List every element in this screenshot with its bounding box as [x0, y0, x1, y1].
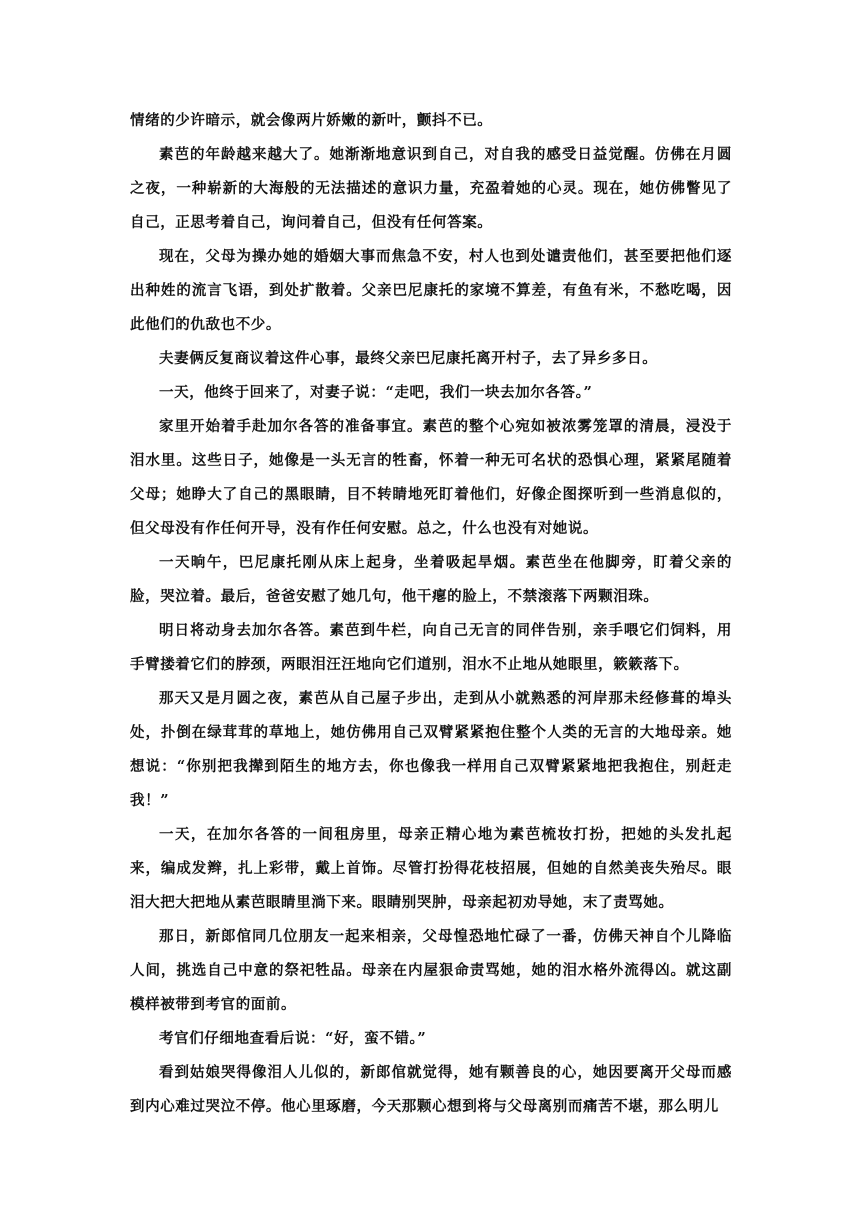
- paragraph: 考官们仔细地查看后说：“好，蛮不错。”: [159, 1030, 427, 1047]
- paragraph: 一天晌午，巴尼康托刚从床上起身，坐着吸起旱烟。素芭坐在他脚旁，盯着父亲的脸，哭泣着。最后，爸爸安慰了她几句，他干瘪的脸上，不禁滚落下两颗泪珠。: [130, 554, 732, 605]
- paragraph: 家里开始着手赴加尔各答的准备事宜。素芭的整个心宛如被浓雾笼罩的清晨，浸没于泪水里。这些日子，她像是一头无言的牲畜，怀着一种无可名状的恐惧心理，紧紧尾随着父母；她睁大了自己的黑眼睛，目不转睛地死盯着他们，好像企图探听到一些消息似的，但父母没有作任何开导，没有作任何安慰。总之，什么也没有对她说。: [130, 418, 732, 537]
- paragraph: 夫妻俩反复商议着这件心事，最终父亲巴尼康托离开村子，去了异乡多日。: [159, 350, 658, 367]
- paragraph: 那日，新郎倌同几位朋友一起来相亲，父母惶恐地忙碌了一番，仿佛天神自个儿降临人间，挑选自己中意的祭祀牲品。母亲在内屋狠命责骂她，她的泪水格外流得凶。就这副模样被带到考官的面前。: [130, 928, 732, 1013]
- paragraph: 素芭的年龄越来越大了。她渐渐地意识到自己，对自我的感受日益觉醒。仿佛在月圆之夜，一种崭新的大海般的无法描述的意识力量，充盈着她的心灵。现在，她仿佛瞥见了自己，正思考着自己，询问着自己，但没有任何答案。: [130, 146, 732, 231]
- paragraph: 现在，父母为操办她的婚姻大事而焦急不安，村人也到处谴责他们，甚至要把他们逐出种姓的流言飞语，到处扩散着。父亲巴尼康托的家境不算差，有鱼有米，不愁吃喝，因此他们的仇敌也不少。: [130, 248, 732, 333]
- paragraph: 那天又是月圆之夜，素芭从自己屋子步出，走到从小就熟悉的河岸那未经修葺的埠头处，扑倒在绿茸茸的草地上，她仿佛用自己双臂紧紧抱住整个人类的无言的大地母亲。她想说：“你别把我撵到陌生的地方去，你也像我一样用自己双臂紧紧地把我抱住，别赶走我！”: [130, 690, 732, 809]
- paragraph: 一天，在加尔各答的一间租房里，母亲正精心地为素芭梳妆打扮，把她的头发扎起来，编成发辫，扎上彩带，戴上首饰。尽管打扮得花枝招展，但她的自然美丧失殆尽。眼泪大把大把地从素芭眼睛里淌下来。眼睛别哭肿，母亲起初劝导她，末了责骂她。: [130, 826, 732, 911]
- paragraph: 看到姑娘哭得像泪人儿似的，新郎倌就觉得，她有颗善良的心，她因要离开父母而感到内心难过哭泣不停。他心里琢磨，今天那颗心想到将与父母离别而痛苦不堪，那么明儿: [130, 1064, 732, 1115]
- paragraph: 明日将动身去加尔各答。素芭到牛栏，向自己无言的同伴告别，亲手喂它们饲料，用手臂搂着它们的脖颈，两眼泪汪汪地向它们道别，泪水不止地从她眼里，簌簌落下。: [130, 622, 732, 673]
- paragraph: 一天，他终于回来了，对妻子说：“走吧，我们一块去加尔各答。”: [159, 384, 593, 401]
- paragraph-continuation: 情绪的少许暗示，就会像两片娇嫩的新叶，颤抖不已。: [130, 112, 493, 129]
